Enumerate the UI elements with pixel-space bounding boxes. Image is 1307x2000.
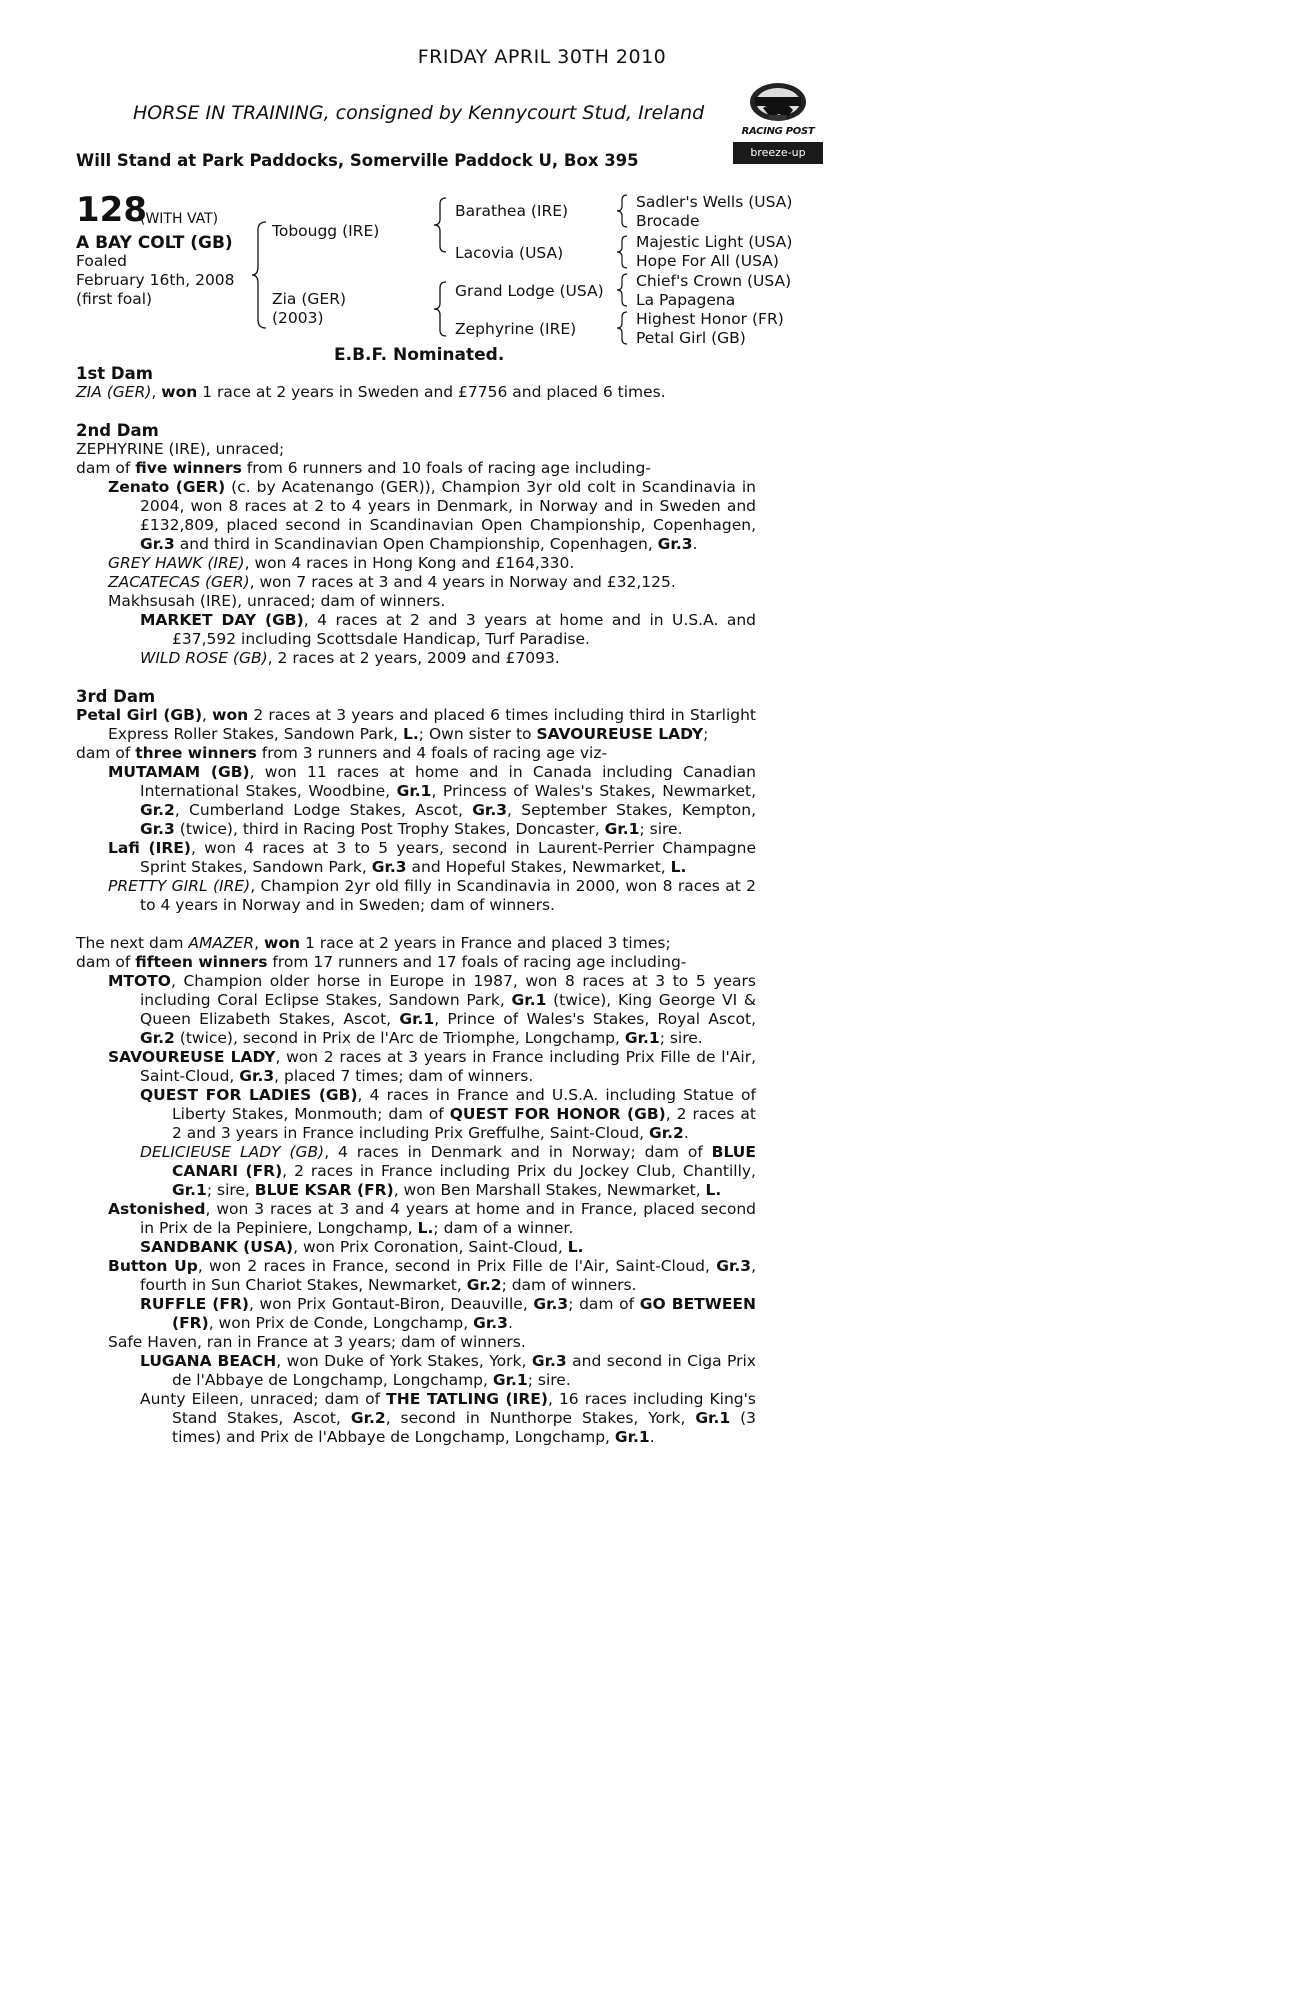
ebf-nominated: E.B.F. Nominated. — [334, 345, 505, 365]
progeny-entry: QUEST FOR LADIES (GB), 4 races in France and U.S.A. including Statue of Liberty Stakes, Monmouth; dam of QUEST FOR HONOR (GB), 2 races at 2 and 3 years in France including Prix Greffulhe, Saint-Cloud, Gr.2. — [140, 1086, 756, 1142]
pedigree-brace — [615, 310, 631, 346]
sale-date: FRIDAY APRIL 30TH 2010 — [417, 46, 667, 68]
first-foal: (first foal) — [76, 290, 153, 308]
progeny-entry: Makhsusah (IRE), unraced; dam of winners. — [108, 592, 446, 610]
progeny-entry: Aunty Eileen, unraced; dam of THE TATLING (IRE), 16 races including King's Stand Stakes, Ascot, Gr.2, second in Nunthorpe Stakes, York, Gr.1 (3 times) and Prix de l'Abbaye de Longchamp, Longchamp, Gr.1. — [140, 1390, 756, 1446]
progeny-entry: Zenato (GER) (c. by Acatenango (GER)), Champion 3yr old colt in Scandinavia in 2004, won 8 races at 2 to 4 years in Denmark, in Norway and in Sweden and £132,809, placed second in Scandinavian Open Championship, Copenhagen, Gr.3 and third in Scandinavian Open Championship, Copenhagen, Gr.3. — [108, 478, 756, 553]
foal-date: February 16th, 2008 — [76, 271, 235, 289]
progeny-entry: Button Up, won 2 races in France, second in Prix Fille de l'Air, Saint-Cloud, Gr.3, fourth in Sun Chariot Stakes, Newmarket, Gr.2; dam of winners. — [108, 1257, 756, 1294]
lot-title: HORSE IN TRAINING, consigned by Kennycourt Stud, Ireland — [133, 102, 705, 124]
dam-name: Zia (GER) — [272, 290, 347, 308]
pedigree-brace — [432, 196, 450, 254]
progeny-entry: GREY HAWK (IRE), won 4 races in Hong Kong and £164,330. — [108, 554, 575, 572]
great-grandparent-2: Brocade — [636, 212, 700, 230]
first-dam-entry: ZIA (GER), won 1 race at 2 years in Sweden and £7756 and placed 6 times. — [76, 383, 666, 401]
stand-location: Will Stand at Park Paddocks, Somerville Paddock U, Box 395 — [76, 151, 639, 170]
progeny-entry: SANDBANK (USA), won Prix Coronation, Saint-Cloud, L. — [140, 1238, 584, 1256]
third-dam-produce: dam of three winners from 3 runners and 4 foals of racing age viz- — [76, 744, 608, 762]
lot-number: 128 — [76, 190, 147, 230]
first-dam-heading: 1st Dam — [76, 364, 153, 383]
second-dam-line: ZEPHYRINE (IRE), unraced; — [76, 440, 285, 458]
great-grandparent-3: Majestic Light (USA) — [636, 233, 793, 251]
third-dam-entry: Petal Girl (GB), won 2 races at 3 years and placed 6 times including third in Starlight Express Roller Stakes, Sandown Park, L.; Own sister to SAVOUREUSE LADY; — [76, 706, 756, 743]
progeny-entry: SAVOUREUSE LADY, won 2 races at 3 years in France including Prix Fille de l'Air, Saint-Cloud, Gr.3, placed 7 times; dam of winners. — [108, 1048, 756, 1085]
pedigree-brace — [432, 280, 450, 338]
next-dam-produce: dam of fifteen winners from 17 runners and 17 foals of racing age including- — [76, 953, 687, 971]
progeny-entry: ZACATECAS (GER), won 7 races at 3 and 4 years in Norway and £32,125. — [108, 573, 676, 591]
logo-brand: RACING POST — [741, 126, 815, 137]
dam-year: (2003) — [272, 309, 324, 327]
progeny-entry: MUTAMAM (GB), won 11 races at home and in Canada including Canadian International Stakes, Woodbine, Gr.1, Princess of Wales's Stakes, Newmarket, Gr.2, Cumberland Lodge Stakes, Ascot, Gr.3, September Stakes, Kempton, Gr.3 (twice), third in Racing Post Trophy Stakes, Doncaster, Gr.1; sire. — [108, 763, 757, 838]
logo-badge: breeze-up bonus — [733, 142, 823, 164]
racing-post-bonus-logo — [733, 80, 823, 181]
granddam-1: Lacovia (USA) — [455, 244, 564, 262]
progeny-entry: MTOTO, Champion older horse in Europe in 1987, won 8 races at 3 to 5 years including Coral Eclipse Stakes, Sandown Park, Gr.1 (twice), King George VI & Queen Elizabeth Stakes, Ascot, Gr.1, Prince of Wales's Stakes, Royal Ascot, Gr.2 (twice), second in Prix de l'Arc de Triomphe, Longchamp, Gr.1; sire. — [108, 972, 756, 1047]
granddam-2: Zephyrine (IRE) — [455, 320, 577, 338]
progeny-entry: RUFFLE (FR), won Prix Gontaut-Biron, Deauville, Gr.3; dam of GO BETWEEN (FR), won Prix de Conde, Longchamp, Gr.3. — [140, 1295, 756, 1332]
pedigree-brace — [615, 272, 631, 308]
progeny-entry: WILD ROSE (GB), 2 races at 2 years, 2009 and £7093. — [140, 649, 560, 667]
great-grandparent-5: Chief's Crown (USA) — [636, 272, 792, 290]
foaled-label: Foaled — [76, 252, 128, 270]
great-grandparent-8: Petal Girl (GB) — [636, 329, 746, 347]
progeny-entry: Lafi (IRE), won 4 races at 3 to 5 years, second in Laurent-Perrier Champagne Sprint Stakes, Sandown Park, Gr.3 and Hopeful Stakes, Newmarket, L. — [108, 839, 756, 876]
second-dam-produce: dam of five winners from 6 runners and 10 foals of racing age including- — [76, 459, 651, 477]
second-dam-heading: 2nd Dam — [76, 421, 159, 440]
vat-note: (WITH VAT) — [140, 211, 219, 227]
grandsire-2: Grand Lodge (USA) — [455, 282, 604, 300]
catalogue-body — [76, 364, 756, 1447]
grandsire-1: Barathea (IRE) — [455, 202, 569, 220]
sire-name: Tobougg (IRE) — [272, 222, 380, 240]
horse-description: A BAY COLT (GB) — [76, 233, 233, 253]
pedigree-brace — [615, 193, 631, 229]
progeny-entry: DELICIEUSE LADY (GB), 4 races in Denmark and in Norway; dam of BLUE CANARI (FR), 2 races in France including Prix du Jockey Club, Chantilly, Gr.1; sire, BLUE KSAR (FR), won Ben Marshall Stakes, Newmarket, L. — [140, 1143, 756, 1199]
pedigree-brace — [615, 234, 631, 270]
pedigree-brace — [250, 220, 270, 330]
progeny-entry: PRETTY GIRL (IRE), Champion 2yr old filly in Scandinavia in 2000, won 8 races at 2 to 4 years in Norway and in Sweden; dam of winners. — [108, 877, 756, 914]
dam-name: ZIA (GER) — [76, 383, 152, 401]
progeny-entry: MARKET DAY (GB), 4 races at 2 and 3 years at home and in U.S.A. and £37,592 including Scottsdale Handicap, Turf Paradise. — [140, 611, 756, 648]
progeny-entry: Safe Haven, ran in France at 3 years; dam of winners. — [108, 1333, 526, 1351]
great-grandparent-4: Hope For All (USA) — [636, 252, 779, 270]
progeny-entry: LUGANA BEACH, won Duke of York Stakes, York, Gr.3 and second in Ciga Prix de l'Abbaye de Longchamp, Longchamp, Gr.1; sire. — [140, 1352, 756, 1389]
next-dam-entry: The next dam AMAZER, won 1 race at 2 years in France and placed 3 times; — [76, 934, 671, 952]
third-dam-heading: 3rd Dam — [76, 687, 156, 706]
progeny-entry: Astonished, won 3 races at 3 and 4 years at home and in France, placed second in Prix de la Pepiniere, Longchamp, L.; dam of a winner. — [108, 1200, 756, 1237]
great-grandparent-1: Sadler's Wells (USA) — [636, 193, 793, 211]
great-grandparent-7: Highest Honor (FR) — [636, 310, 784, 328]
great-grandparent-6: La Papagena — [636, 291, 736, 309]
